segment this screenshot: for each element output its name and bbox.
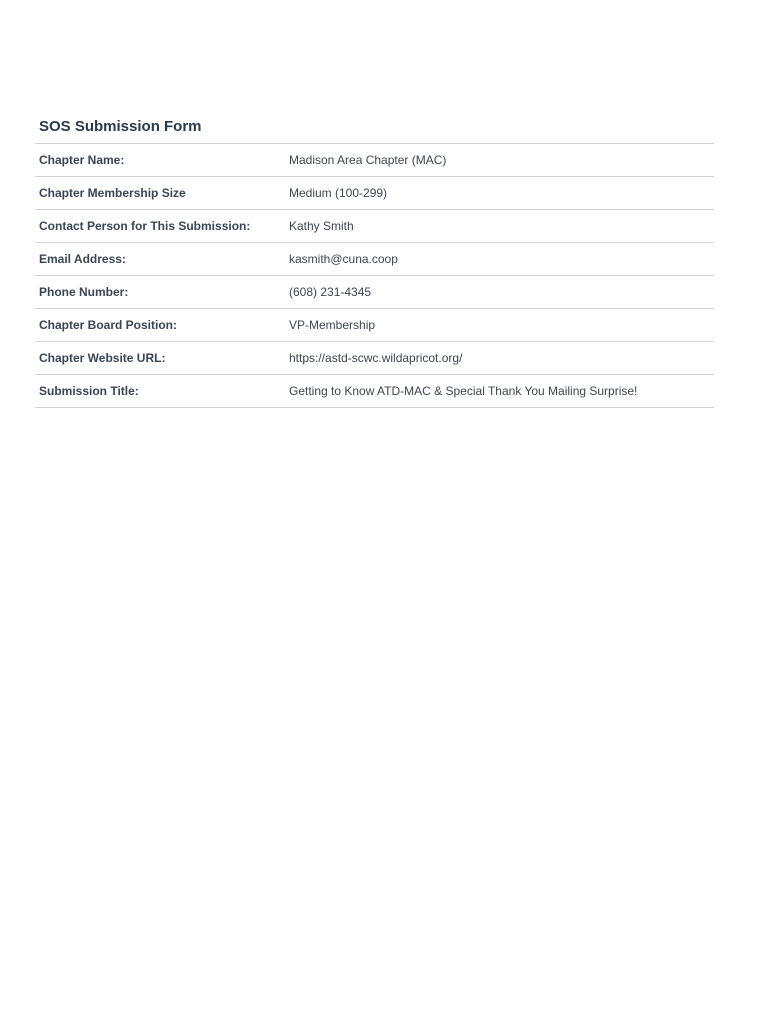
form-row-phone	[35, 276, 714, 309]
field-label: Chapter Website URL:	[39, 351, 166, 365]
field-label: Contact Person for This Submission:	[39, 219, 251, 233]
field-label: Submission Title:	[39, 384, 139, 398]
form-row-website-url	[35, 342, 714, 375]
field-value: (608) 231-4345	[289, 285, 372, 299]
form-row-chapter-name	[35, 144, 714, 177]
form-row-email	[35, 243, 714, 276]
form-row-membership-size	[35, 177, 714, 210]
form-row-contact-person	[35, 210, 714, 243]
field-value: Getting to Know ATD-MAC & Special Thank You Mailing Surprise!	[289, 384, 638, 398]
field-label: Chapter Membership Size	[39, 186, 186, 200]
submission-form	[35, 116, 714, 408]
form-title: SOS Submission Form	[35, 116, 714, 144]
field-label: Phone Number:	[39, 285, 129, 299]
field-value: kasmith@cuna.coop	[289, 252, 398, 266]
field-label: Chapter Board Position:	[39, 318, 178, 332]
field-label: Chapter Name:	[39, 153, 125, 167]
field-value: Madison Area Chapter (MAC)	[289, 153, 447, 167]
field-label: Email Address:	[39, 252, 126, 266]
form-row-submission-title	[35, 375, 714, 408]
field-value: https://astd-scwc.wildapricot.org/	[289, 351, 463, 365]
field-value: VP-Membership	[289, 318, 376, 332]
field-value: Medium (100-299)	[289, 186, 388, 200]
field-value: Kathy Smith	[289, 219, 354, 233]
form-row-board-position	[35, 309, 714, 342]
